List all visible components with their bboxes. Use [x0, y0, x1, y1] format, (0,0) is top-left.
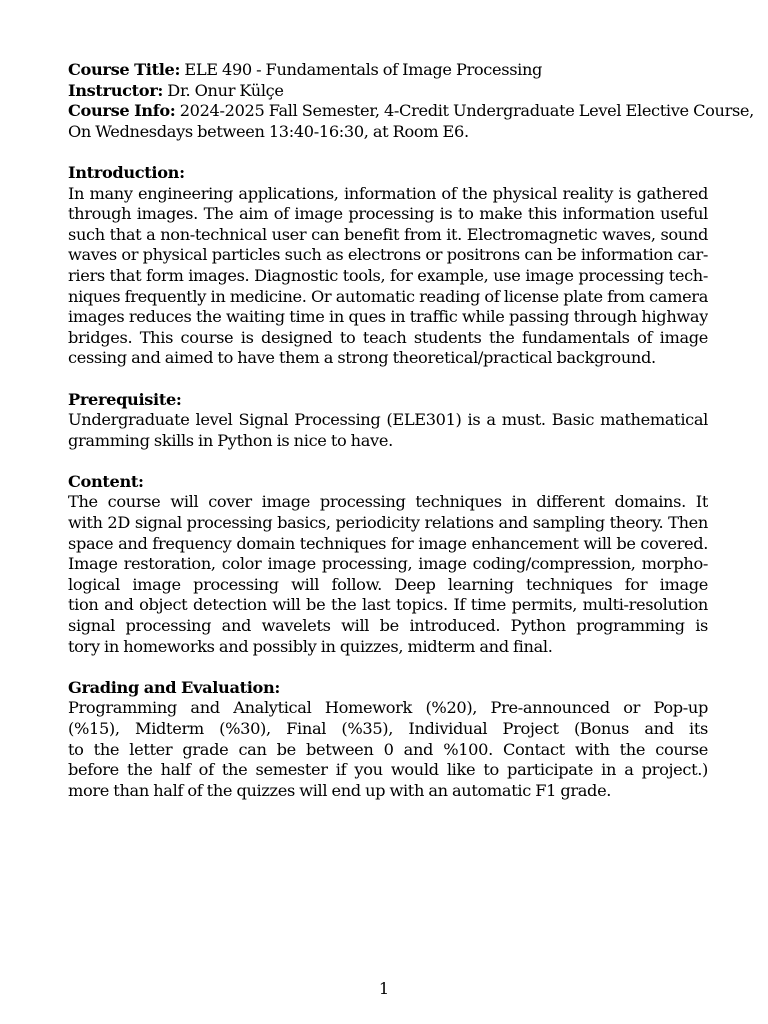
prerequisite-heading: Prerequisite:: [68, 389, 182, 409]
paragraph-line: with 2D signal processing basics, periodicity relations and sampling theory. Then: [68, 513, 708, 533]
course-info-line: [68, 101, 754, 122]
paragraph-line: to the letter grade can be between 0 and %100. Contact with the course: [68, 739, 708, 759]
introduction-heading: Introduction:: [68, 162, 185, 182]
paragraph-line: riers that form images. Diagnostic tools, for example, use image processing tech-: [68, 265, 708, 285]
content-heading: Content:: [68, 471, 144, 491]
paragraph-line: tion and object detection will be the last topics. If time permits, multi-resolution: [68, 595, 708, 615]
paragraph-line: more than half of the quizzes will end up with an automatic F1 grade.: [68, 780, 612, 800]
instructor-label: Instructor:: [68, 80, 164, 100]
paragraph-line: Programming and Analytical Homework (%20), Pre-announced or Pop-up: [68, 698, 708, 718]
course-info-value: 2024-2025 Fall Semester, 4-Credit Undergraduate Level Elective Course,: [175, 101, 754, 121]
paragraph-line: before the half of the semester if you would like to participate in a project.): [68, 760, 708, 780]
instructor-line: [68, 81, 708, 102]
spacer: [68, 369, 708, 390]
course-title-line: [68, 60, 708, 81]
syllabus-page: [68, 60, 754, 801]
paragraph-line: logical image processing will follow. Deep learning techniques for image: [68, 574, 708, 594]
prerequisite-section: [68, 390, 708, 452]
paragraph-line: such that a non-technical user can benefit from it. Electromagnetic waves, sound: [68, 224, 708, 244]
introduction-section: [68, 163, 708, 369]
paragraph-line: space and frequency domain techniques for image enhancement will be covered.: [68, 533, 708, 553]
paragraph-line: through images. The aim of image processing is to make this information useful: [68, 204, 708, 224]
course-title-value: ELE 490 - Fundamentals of Image Processing: [180, 60, 543, 79]
content-section: [68, 472, 708, 657]
paragraph-line: images reduces the waiting time in ques in traffic while passing through highway: [68, 307, 708, 327]
paragraph-line: The course will cover image processing techniques in different domains. It: [68, 492, 708, 512]
paragraph-line: waves or physical particles such as electrons or positrons can be information car-: [68, 245, 708, 265]
paragraph-line: signal processing and wavelets will be introduced. Python programming is: [68, 616, 708, 636]
paragraph-line: In many engineering applications, information of the physical reality is gathered: [68, 183, 708, 203]
paragraph-line: Undergraduate level Signal Processing (ELE301) is a must. Basic mathematical: [68, 410, 708, 430]
paragraph-line: bridges. This course is designed to teach students the fundamentals of image: [68, 327, 708, 347]
course-title-label: Course Title:: [68, 60, 181, 79]
paragraph-line: cessing and aimed to have them a strong theoretical/practical background.: [68, 348, 656, 368]
page-number: 1: [378, 979, 390, 998]
course-info-line-2: On Wednesdays between 13:40-16:30, at Room E6.: [68, 121, 469, 141]
grading-section: [68, 678, 708, 802]
grading-heading: Grading and Evaluation:: [68, 677, 281, 697]
spacer: [68, 451, 708, 472]
course-header: [68, 60, 754, 142]
course-info-label: Course Info:: [68, 101, 176, 121]
spacer: [68, 657, 708, 678]
paragraph-line: gramming skills in Python is nice to have.: [68, 430, 393, 450]
paragraph-line: tory in homeworks and possibly in quizzes, midterm and final.: [68, 636, 553, 656]
paragraph-line: niques frequently in medicine. Or automatic reading of license plate from camera: [68, 286, 708, 306]
paragraph-line: (%15), Midterm (%30), Final (%35), Individual Project (Bonus and its: [68, 719, 708, 738]
spacer: [68, 142, 708, 163]
instructor-value: Dr. Onur Külçe: [163, 80, 284, 100]
paragraph-line: Image restoration, color image processing, image coding/compression, morpho-: [68, 554, 708, 574]
